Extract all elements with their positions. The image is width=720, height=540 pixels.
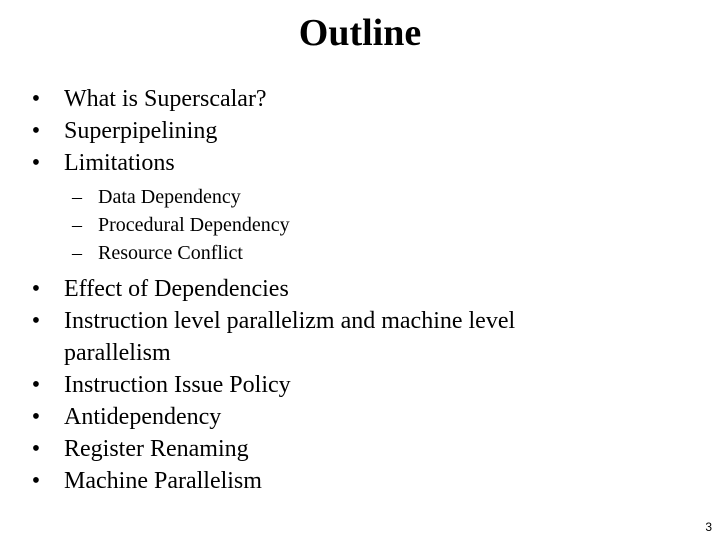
- dash-icon: –: [72, 214, 82, 236]
- sub-list-item-text: Procedural Dependency: [98, 214, 290, 236]
- list-item-text: Instruction Issue Policy: [64, 372, 291, 398]
- list-item-text: Limitations: [64, 150, 175, 176]
- bullet-icon: •: [31, 372, 41, 398]
- list-item-text: What is Superscalar?: [64, 86, 267, 112]
- dash-icon: –: [72, 186, 82, 208]
- outline-list: [26, 83, 706, 497]
- bullet-icon: •: [31, 308, 41, 334]
- sub-list-item: [64, 239, 706, 267]
- list-item: [26, 433, 706, 465]
- list-item: [26, 401, 706, 433]
- bullet-icon: •: [31, 468, 41, 494]
- list-item: [26, 369, 706, 401]
- list-item: [26, 465, 706, 497]
- list-item-text: Instruction level parallelizm and machine level parallelism: [64, 308, 516, 366]
- bullet-icon: •: [31, 150, 41, 176]
- slide-title: Outline: [298, 12, 422, 54]
- sub-list-item: [64, 211, 706, 239]
- bullet-icon: •: [31, 276, 41, 302]
- list-item-text: Effect of Dependencies: [64, 276, 289, 302]
- list-item-text: Machine Parallelism: [64, 468, 262, 494]
- list-item-text: Register Renaming: [64, 436, 249, 462]
- bullet-icon: •: [31, 86, 41, 112]
- dash-icon: –: [72, 242, 82, 264]
- sub-list-item-text: Data Dependency: [98, 186, 241, 208]
- list-item: [26, 147, 706, 267]
- list-item-text: Antidependency: [64, 404, 222, 430]
- bullet-icon: •: [31, 118, 41, 144]
- sub-list: [64, 183, 706, 267]
- sub-list-item: [64, 183, 706, 211]
- list-item: [26, 305, 706, 369]
- list-item: [26, 273, 706, 305]
- list-item-text: Superpipelining: [64, 118, 218, 144]
- bullet-icon: •: [31, 436, 41, 462]
- page-number: 3: [705, 520, 712, 534]
- bullet-icon: •: [31, 404, 41, 430]
- list-item: [26, 83, 706, 115]
- list-item: [26, 115, 706, 147]
- sub-list-item-text: Resource Conflict: [98, 242, 243, 264]
